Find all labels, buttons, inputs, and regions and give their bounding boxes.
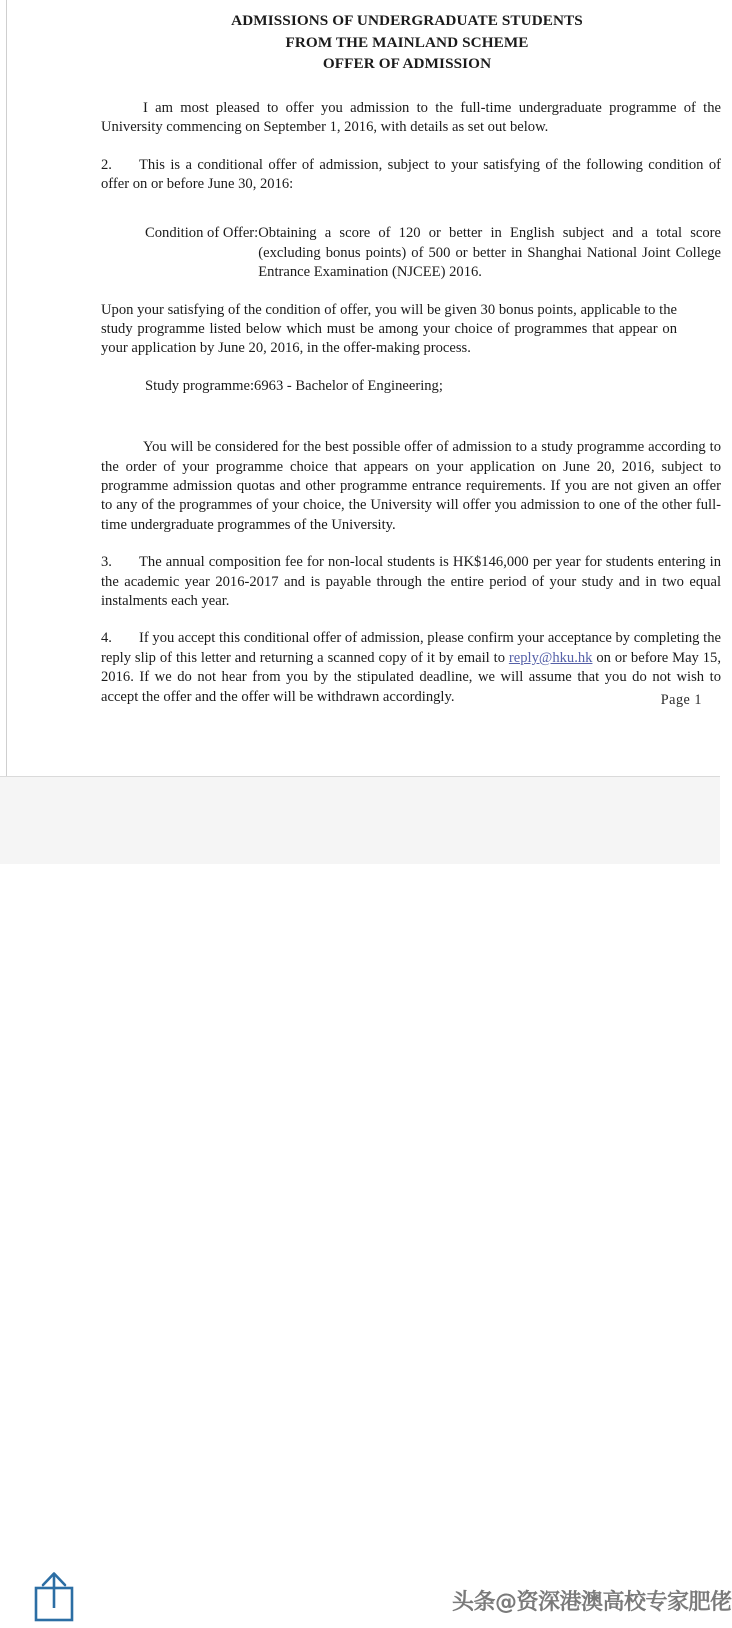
paragraph-3-number: 3. [101,554,112,571]
paragraph-2-text: This is a conditional offer of admission, subject to your satisfying of the following condition of offer on or before June 30, 2016: [101,156,721,192]
paragraph-3 [101,553,721,611]
share-button[interactable] [30,1569,78,1623]
condition-of-offer-row [101,224,721,282]
paragraph-2 [101,156,721,195]
paragraph-consideration: You will be considered for the best possible offer of admission to a study programme according to the order of your programme choice that appears on your application on June 20, 2016, subject to programme admission quotas and other programme entrance requirements. If you are not given an offer to any of the programmes of your choice, the University will offer you admission to one of the other full-time undergraduate programmes of the University. [101,439,721,533]
paragraph-4-text-before-link: If you accept this conditional offer of admission, please confirm your acceptance by completing the reply slip of this letter and returning a scanned copy of it by email to [101,630,721,666]
paragraph-4-text-after-link: on or before May 15, 2016. If we do not hear from you by the stipulated deadline, we will assume that you do not wish to accept the offer and the offer will be withdrawn accordingly. [101,649,721,705]
document-page [6,0,720,776]
study-programme-label: Study programme: [145,377,255,394]
study-programme-value: 6963 - Bachelor of Engineering; [254,377,443,394]
watermark-text: 头条@资深港澳高校专家肥佬 [452,1590,732,1615]
page-number: Page 1 [660,692,702,708]
title-line-1: ADMISSIONS OF UNDERGRADUATE STUDENTS [231,12,583,29]
paragraph-4 [101,629,721,707]
document-body [101,4,721,707]
study-programme-row [101,377,721,396]
document-viewer[interactable] [0,0,720,776]
share-upload-icon [30,1569,78,1623]
paragraph-3-text: The annual composition fee for non-local students is HK$146,000 per year for students entering in the academic year 2016-2017 and is payable through the entire period of your study and in two equal instalments each year. [101,554,721,610]
bottom-toolbar [0,776,732,1615]
reply-email-link[interactable]: reply@hku.hk [508,649,593,666]
paragraph-4-number: 4. [101,630,112,647]
paragraph-2-number: 2. [101,156,112,173]
title-line-3: OFFER OF ADMISSION [322,55,492,73]
condition-of-offer-label: Condition of Offer: [145,225,259,242]
condition-of-offer-value: Obtaining a score of 120 or better in English subject and a total score (excluding bonus points) of 500 or better in Shanghai National Joint College Entrance Examination (NJCEE) 2016. [258,225,721,281]
bonus-points-paragraph: Upon your satisfying of the condition of offer, you will be given 30 bonus points, applicable to the study programme listed below which must be among your choice of programmes that appear on your application by June 20, 2016, in the offer-making process. [101,301,677,357]
title-line-2: FROM THE MAINLAND SCHEME [285,33,529,51]
paragraph-1: I am most pleased to offer you admission to the full-time undergraduate programme of the University commencing on September 1, 2016, with details as set out below. [101,99,721,136]
document-title [101,4,713,75]
